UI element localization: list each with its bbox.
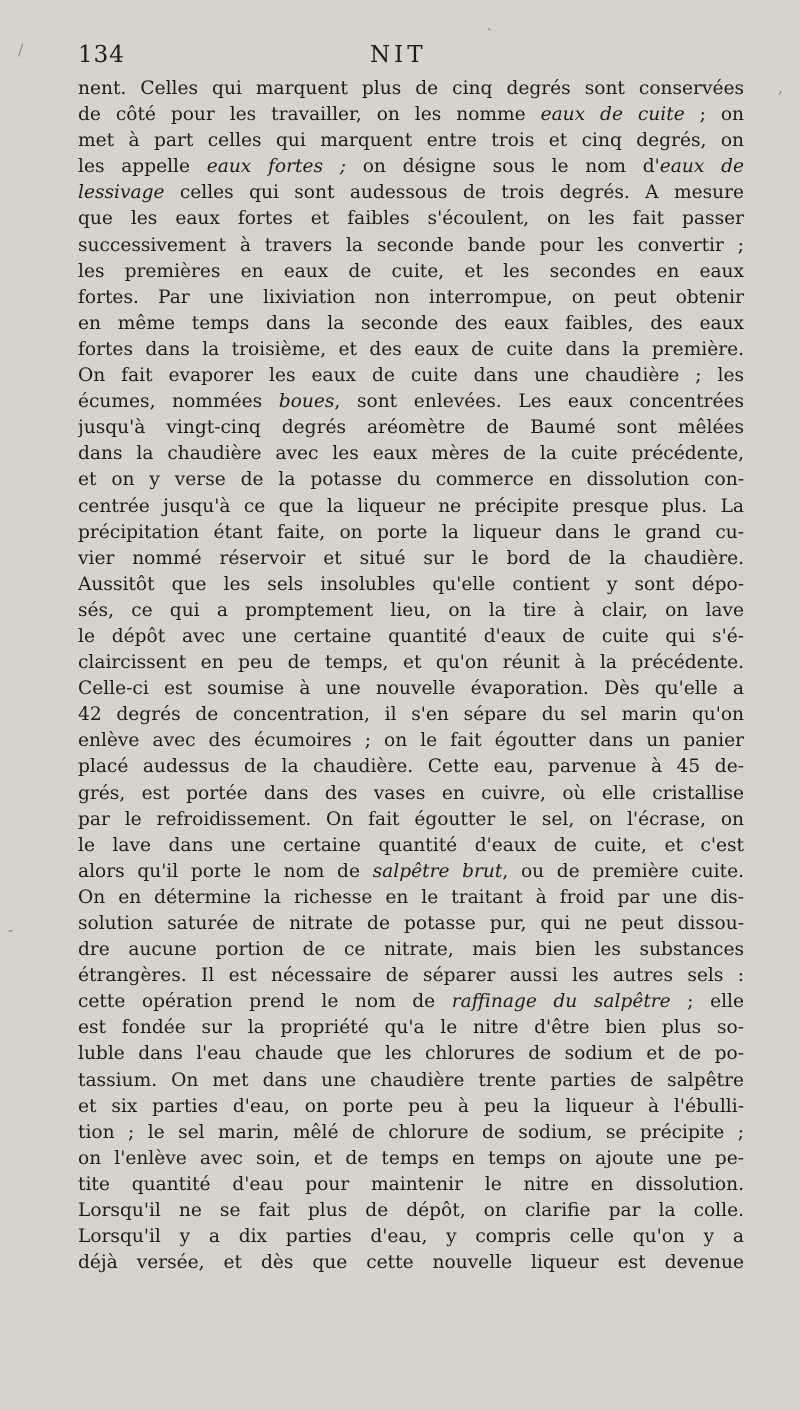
italic-term: eaux fortes ; (206, 156, 346, 178)
text-segment: ; elle (670, 991, 744, 1013)
text-segment: et six parties d'eau, on porte peu à peu la liqueur à l'ébulli- (78, 1095, 744, 1117)
text-segment: le lave dans une certaine quantité d'eaux de cuite, et c'est (78, 834, 744, 856)
text-segment: tassium. On met dans une chaudière trente parties de salpêtre (78, 1069, 744, 1091)
text-line (78, 546, 744, 572)
text-line (78, 520, 744, 546)
italic-term: boues (278, 391, 335, 413)
text-line (78, 467, 744, 493)
text-line (78, 154, 744, 180)
text-segment: Lorsqu'il ne se fait plus de dépôt, on clarifie par la colle. (78, 1200, 744, 1222)
text-segment: les appelle (78, 156, 207, 178)
text-segment: que les eaux fortes et faibles s'écoulent, on les fait passer (78, 208, 744, 230)
text-line (78, 311, 744, 337)
text-line (78, 1146, 744, 1172)
italic-term: eaux de cuite (540, 104, 685, 126)
text-line (78, 285, 744, 311)
text-segment: dans la chaudière avec les eaux mères de la cuite précédente, (78, 443, 744, 465)
text-line (78, 1172, 744, 1198)
text-segment: les premières en eaux de cuite, et les secondes en eaux (78, 260, 744, 282)
text-line (78, 937, 744, 963)
text-line (78, 363, 744, 389)
text-line (78, 754, 744, 780)
text-line (78, 1041, 744, 1067)
text-line (78, 389, 744, 415)
text-line (78, 233, 744, 259)
text-segment: luble dans l'eau chaude que les chlorures de sodium et de po- (78, 1043, 744, 1065)
text-segment: vier nommé réservoir et situé sur le bord de la chaudière. (78, 547, 744, 569)
text-line (78, 963, 744, 989)
text-segment: Lorsqu'il y a dix parties d'eau, y compris celle qu'on y a (78, 1226, 744, 1248)
text-segment: , sont enlevées. Les eaux concentrées (334, 391, 744, 413)
text-line (78, 911, 744, 937)
text-line (78, 598, 744, 624)
text-segment: cette opération prend le nom de (78, 991, 452, 1013)
text-line (78, 1094, 744, 1120)
text-line (78, 781, 744, 807)
text-segment: tite quantité d'eau pour maintenir le nitre en dissolution. (78, 1173, 744, 1195)
text-segment: On en détermine la richesse en le traitant à froid par une dis- (78, 886, 744, 908)
text-segment: nent. Celles qui marquent plus de cinq degrés sont conservées (78, 78, 744, 99)
text-segment: solution saturée de nitrate de potasse pur, qui ne peut dissou- (78, 913, 744, 934)
text-segment: Aussitôt que les sels insolubles qu'elle contient y sont dépo- (78, 573, 744, 595)
text-segment: fortes. Par une lixiviation non interrompue, on peut obtenir (78, 286, 744, 308)
text-segment: celles qui sont audessous de trois degrés. A mesure (164, 182, 744, 204)
text-line (78, 1224, 744, 1250)
text-line (78, 415, 744, 441)
text-line (78, 989, 744, 1015)
text-line (78, 676, 744, 702)
italic-term: raffinage du salpêtre (451, 991, 671, 1013)
text-segment: de côté pour les travailler, on les nomme (78, 104, 541, 126)
text-line (78, 624, 744, 650)
text-line (78, 494, 744, 520)
text-line (78, 128, 744, 154)
text-segment: on l'enlève avec soin, et de temps en temps on ajoute une pe- (78, 1147, 744, 1169)
text-line (78, 1198, 744, 1224)
running-head: NIT (370, 42, 427, 68)
italic-term: lessivage (78, 182, 165, 204)
text-line (78, 572, 744, 598)
margin-mark: / (18, 40, 24, 59)
text-segment: , ou de première cuite. (502, 860, 744, 882)
text-segment: le dépôt avec une certaine quantité d'eaux de cuite qui s'é- (78, 625, 744, 647)
text-line (78, 76, 744, 102)
text-line (78, 728, 744, 754)
text-segment: grés, est portée dans des vases en cuivre, où elle cristallise (78, 782, 744, 804)
text-segment: enlève avec des écumoires ; on le fait égoutter dans un panier (78, 730, 744, 752)
text-segment: alors qu'il porte le nom de (78, 860, 373, 882)
text-line (78, 337, 744, 363)
text-segment: par le refroidissement. On fait égoutter le sel, on l'écrase, on (78, 808, 744, 830)
text-segment: déjà versée, et dès que cette nouvelle liqueur est devenue (78, 1252, 744, 1274)
text-line (78, 885, 744, 911)
body-text (78, 76, 744, 1276)
text-segment: en même temps dans la seconde des eaux faibles, des eaux (78, 312, 744, 334)
italic-term: eaux de (659, 156, 744, 178)
text-line (78, 859, 744, 885)
text-line (78, 180, 744, 206)
page-number: 134 (78, 42, 125, 68)
text-line (78, 807, 744, 833)
text-segment: et on y verse de la potasse du commerce en dissolution con- (78, 469, 744, 491)
text-line (78, 650, 744, 676)
text-segment: met à part celles qui marquent entre trois et cinq degrés, on (78, 130, 744, 152)
text-segment: centrée jusqu'à ce que la liqueur ne précipite presque plus. La (78, 495, 744, 517)
text-segment: est fondée sur la propriété qu'a le nitre d'être bien plus so- (78, 1017, 744, 1039)
text-segment: fortes dans la troisième, et des eaux de cuite dans la première. (78, 338, 744, 360)
text-line (78, 702, 744, 728)
margin-mark: , (778, 78, 784, 97)
text-line (78, 259, 744, 285)
text-line (78, 1120, 744, 1146)
text-segment: successivement à travers la seconde bande pour les convertir ; (78, 234, 744, 256)
italic-term: salpêtre brut (372, 860, 503, 882)
text-segment: dre aucune portion de ce nitrate, mais bien les substances (78, 939, 744, 961)
text-line (78, 833, 744, 859)
text-segment: claircissent en peu de temps, et qu'on réunit à la précédente. (78, 652, 744, 674)
margin-mark: ` (486, 26, 494, 45)
text-segment: tion ; le sel marin, mêlé de chlorure de sodium, se précipite ; (78, 1121, 744, 1143)
text-line (78, 1015, 744, 1041)
text-segment: jusqu'à vingt-cinq degrés aréomètre de Baumé sont mêlées (78, 417, 744, 439)
text-line (78, 1068, 744, 1094)
text-segment: placé audessus de la chaudière. Cette eau, parvenue à 45 de- (78, 756, 744, 778)
text-line (78, 206, 744, 232)
text-line (78, 441, 744, 467)
text-segment: 42 degrés de concentration, il s'en sépare du sel marin qu'on (78, 704, 744, 726)
margin-mark: - (8, 920, 14, 939)
text-segment: sés, ce qui a promptement lieu, on la tire à clair, on lave (78, 599, 744, 621)
text-line (78, 102, 744, 128)
text-segment: On fait evaporer les eaux de cuite dans une chaudière ; les (78, 365, 744, 387)
text-segment: étrangères. Il est nécessaire de séparer aussi les autres sels : (78, 965, 744, 987)
text-segment: ; on (684, 104, 744, 126)
text-segment: Celle-ci est soumise à une nouvelle évaporation. Dès qu'elle a (78, 678, 744, 700)
text-line (78, 1250, 744, 1276)
text-segment: précipitation étant faite, on porte la liqueur dans le grand cu- (78, 521, 744, 543)
text-segment: on désigne sous le nom d' (345, 156, 660, 178)
text-segment: écumes, nommées (78, 391, 279, 413)
